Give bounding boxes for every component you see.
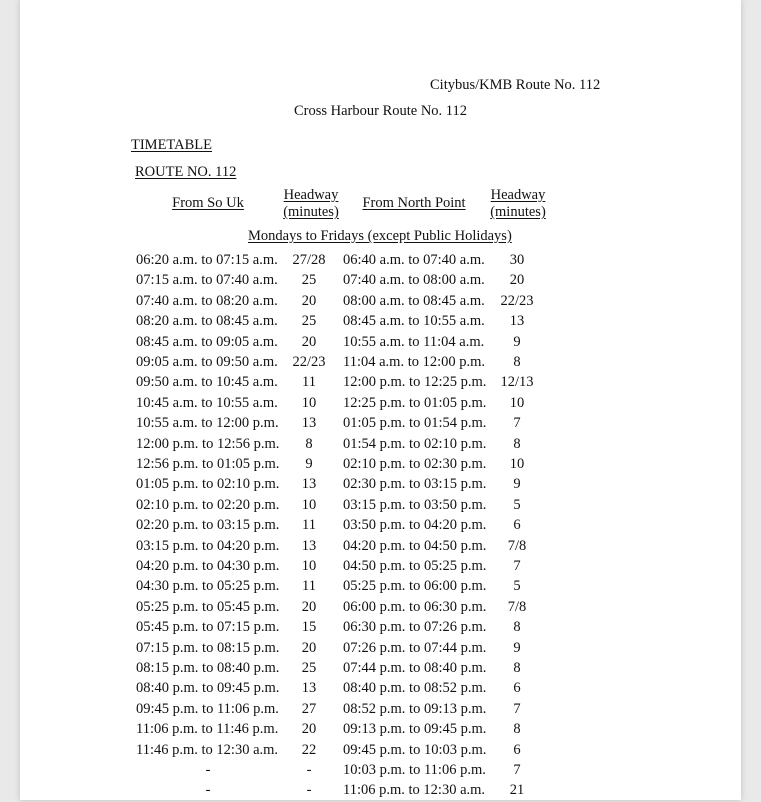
so-uk-period: 08:45 a.m. to 09:05 a.m.	[136, 333, 278, 350]
north-point-headway: 5	[513, 496, 521, 513]
table-row	[20, 272, 741, 292]
so-uk-headway: 13	[301, 537, 317, 554]
north-point-period: 07:26 p.m. to 07:44 p.m.	[343, 639, 487, 656]
so-uk-period: 09:50 a.m. to 10:45 a.m.	[136, 374, 278, 391]
so-uk-headway: 22	[301, 741, 317, 758]
so-uk-headway: 20	[301, 292, 317, 309]
table-row	[20, 497, 741, 517]
north-point-headway: 7/8	[507, 537, 527, 554]
north-point-headway: 9	[513, 639, 521, 656]
so-uk-period: 01:05 p.m. to 02:10 p.m.	[136, 476, 280, 493]
table-row	[20, 517, 741, 537]
table-row	[20, 782, 741, 802]
north-point-headway: 6	[513, 680, 521, 697]
so-uk-headway: 20	[301, 598, 317, 615]
so-uk-period: 10:55 a.m. to 12:00 p.m.	[136, 415, 279, 432]
table-row	[20, 701, 741, 721]
north-point-period: 02:10 p.m. to 02:30 p.m.	[343, 456, 487, 472]
so-uk-period: 08:40 p.m. to 09:45 p.m.	[136, 680, 280, 697]
so-uk-headway: -	[306, 762, 312, 778]
north-point-period: 04:20 p.m. to 04:50 p.m.	[343, 537, 487, 554]
so-uk-headway: 11	[302, 374, 316, 391]
so-uk-period: 05:25 p.m. to 05:45 p.m.	[136, 598, 280, 615]
north-point-period: 10:55 a.m. to 11:04 a.m.	[343, 333, 485, 350]
so-uk-headway: 15	[301, 619, 317, 636]
north-point-headway: 7	[513, 700, 521, 717]
table-row	[20, 721, 741, 741]
north-point-headway: 7	[513, 762, 521, 778]
so-uk-headway: 25	[301, 660, 317, 676]
north-point-headway: 8	[513, 619, 521, 636]
so-uk-period: -	[205, 782, 211, 799]
so-uk-period: 03:15 p.m. to 04:20 p.m.	[136, 537, 280, 554]
so-uk-headway: 11	[302, 517, 316, 534]
col-header-headway-a-unit: (minutes)	[283, 204, 339, 220]
table-row	[20, 436, 741, 456]
north-point-headway: 6	[513, 517, 521, 534]
north-point-headway: 12/13	[500, 374, 534, 391]
so-uk-headway: 10	[301, 394, 317, 411]
north-point-headway: 8	[513, 354, 521, 370]
table-row	[20, 742, 741, 762]
north-point-period: 10:03 p.m. to 11:06 p.m.	[343, 762, 486, 778]
so-uk-headway: -	[306, 782, 312, 799]
col-header-headway-b-unit: (minutes)	[490, 204, 546, 220]
table-row	[20, 252, 741, 272]
north-point-period: 08:00 a.m. to 08:45 a.m.	[343, 292, 485, 309]
document-page	[20, 0, 741, 800]
north-point-headway: 6	[513, 741, 521, 758]
col-header-from-north-point: From North Point	[362, 195, 466, 211]
so-uk-headway: 20	[301, 333, 317, 350]
north-point-period: 03:15 p.m. to 03:50 p.m.	[343, 496, 487, 513]
north-point-period: 12:00 p.m. to 12:25 p.m.	[343, 374, 487, 391]
north-point-headway: 9	[513, 476, 521, 493]
so-uk-headway: 20	[301, 721, 317, 738]
north-point-period: 07:40 a.m. to 08:00 a.m.	[343, 272, 485, 289]
north-point-period: 06:00 p.m. to 06:30 p.m.	[343, 598, 487, 615]
so-uk-headway: 13	[301, 415, 317, 432]
north-point-headway: 7	[513, 415, 521, 432]
so-uk-headway: 25	[301, 272, 317, 289]
so-uk-period: 04:30 p.m. to 05:25 p.m.	[136, 578, 280, 595]
so-uk-headway: 10	[301, 496, 317, 513]
north-point-period: 08:52 p.m. to 09:13 p.m.	[343, 700, 487, 717]
north-point-period: 05:25 p.m. to 06:00 p.m.	[343, 578, 487, 595]
so-uk-period: 09:05 a.m. to 09:50 a.m.	[136, 354, 278, 370]
so-uk-period: 02:20 p.m. to 03:15 p.m.	[136, 517, 280, 534]
north-point-period: 02:30 p.m. to 03:15 p.m.	[343, 476, 487, 493]
north-point-headway: 8	[513, 721, 521, 738]
so-uk-period: 12:00 p.m. to 12:56 p.m.	[136, 435, 280, 452]
north-point-period: 08:45 a.m. to 10:55 a.m.	[343, 313, 485, 330]
table-row	[20, 293, 741, 313]
north-point-period: 03:50 p.m. to 04:20 p.m.	[343, 517, 487, 534]
north-point-period: 01:54 p.m. to 02:10 p.m.	[343, 435, 487, 452]
north-point-headway: 30	[509, 252, 525, 268]
table-row	[20, 660, 741, 680]
so-uk-headway: 10	[301, 558, 317, 574]
so-uk-period: 05:45 p.m. to 07:15 p.m.	[136, 619, 280, 636]
table-row	[20, 558, 741, 578]
table-row	[20, 619, 741, 639]
north-point-headway: 13	[509, 313, 525, 330]
document-title: Cross Harbour Route No. 112	[293, 103, 468, 119]
table-row	[20, 395, 741, 415]
so-uk-headway: 8	[305, 435, 313, 452]
so-uk-headway: 13	[301, 680, 317, 697]
north-point-period: 06:40 a.m. to 07:40 a.m.	[343, 252, 485, 268]
so-uk-headway: 9	[305, 456, 313, 472]
north-point-period: 11:06 p.m. to 12:30 a.m.	[343, 782, 486, 799]
table-row	[20, 599, 741, 619]
col-header-from-so-uk: From So Uk	[172, 195, 244, 211]
table-row	[20, 538, 741, 558]
north-point-period: 12:25 p.m. to 01:05 p.m.	[343, 394, 487, 411]
north-point-headway: 8	[513, 435, 521, 452]
north-point-headway: 21	[509, 782, 525, 799]
col-header-headway-b: Headway	[490, 187, 546, 203]
table-row	[20, 640, 741, 660]
col-header-headway-a: Headway	[283, 187, 339, 203]
north-point-headway: 7/8	[507, 598, 527, 615]
table-row	[20, 476, 741, 496]
table-row	[20, 456, 741, 476]
north-point-headway: 8	[513, 660, 521, 676]
so-uk-period: -	[205, 762, 211, 778]
table-row	[20, 334, 741, 354]
north-point-period: 09:45 p.m. to 10:03 p.m.	[343, 741, 487, 758]
so-uk-period: 07:15 p.m. to 08:15 p.m.	[136, 639, 280, 656]
table-row	[20, 415, 741, 435]
north-point-period: 06:30 p.m. to 07:26 p.m.	[343, 619, 487, 636]
so-uk-headway: 27	[301, 700, 317, 717]
so-uk-period: 11:06 p.m. to 11:46 p.m.	[136, 721, 279, 738]
north-point-headway: 7	[513, 558, 521, 574]
north-point-period: 11:04 a.m. to 12:00 p.m.	[343, 354, 486, 370]
so-uk-headway: 11	[302, 578, 316, 595]
so-uk-period: 04:20 p.m. to 04:30 p.m.	[136, 558, 280, 574]
north-point-period: 04:50 p.m. to 05:25 p.m.	[343, 558, 487, 574]
so-uk-headway: 27/28	[292, 252, 326, 268]
so-uk-period: 02:10 p.m. to 02:20 p.m.	[136, 496, 280, 513]
so-uk-headway: 20	[301, 639, 317, 656]
so-uk-headway: 25	[301, 313, 317, 330]
so-uk-period: 12:56 p.m. to 01:05 p.m.	[136, 456, 280, 472]
north-point-period: 01:05 p.m. to 01:54 p.m.	[343, 415, 487, 432]
so-uk-period: 07:15 a.m. to 07:40 a.m.	[136, 272, 278, 289]
table-row	[20, 762, 741, 782]
schedule-subtitle: Mondays to Fridays (except Public Holidays)	[248, 228, 512, 244]
company-route-line: Citybus/KMB Route No. 112	[430, 77, 601, 93]
route-number-heading: ROUTE NO. 112	[135, 164, 237, 180]
north-point-headway: 9	[513, 333, 521, 350]
so-uk-period: 08:20 a.m. to 08:45 a.m.	[136, 313, 278, 330]
north-point-headway: 10	[509, 456, 525, 472]
so-uk-headway: 22/23	[292, 354, 326, 370]
so-uk-period: 09:45 p.m. to 11:06 p.m.	[136, 700, 279, 717]
table-row	[20, 354, 741, 374]
north-point-headway: 20	[509, 272, 525, 289]
table-row	[20, 680, 741, 700]
so-uk-period: 11:46 p.m. to 12:30 a.m.	[136, 741, 279, 758]
table-row	[20, 313, 741, 333]
north-point-headway: 22/23	[500, 292, 534, 309]
table-row	[20, 578, 741, 598]
north-point-period: 09:13 p.m. to 09:45 p.m.	[343, 721, 487, 738]
timetable-heading: TIMETABLE	[131, 137, 212, 153]
north-point-headway: 5	[513, 578, 521, 595]
north-point-headway: 10	[509, 394, 525, 411]
table-row	[20, 374, 741, 394]
so-uk-period: 07:40 a.m. to 08:20 a.m.	[136, 292, 278, 309]
so-uk-period: 06:20 a.m. to 07:15 a.m.	[136, 252, 278, 268]
so-uk-period: 08:15 p.m. to 08:40 p.m.	[136, 660, 280, 676]
north-point-period: 07:44 p.m. to 08:40 p.m.	[343, 660, 487, 676]
so-uk-period: 10:45 a.m. to 10:55 a.m.	[136, 394, 278, 411]
north-point-period: 08:40 p.m. to 08:52 p.m.	[343, 680, 487, 697]
so-uk-headway: 13	[301, 476, 317, 493]
